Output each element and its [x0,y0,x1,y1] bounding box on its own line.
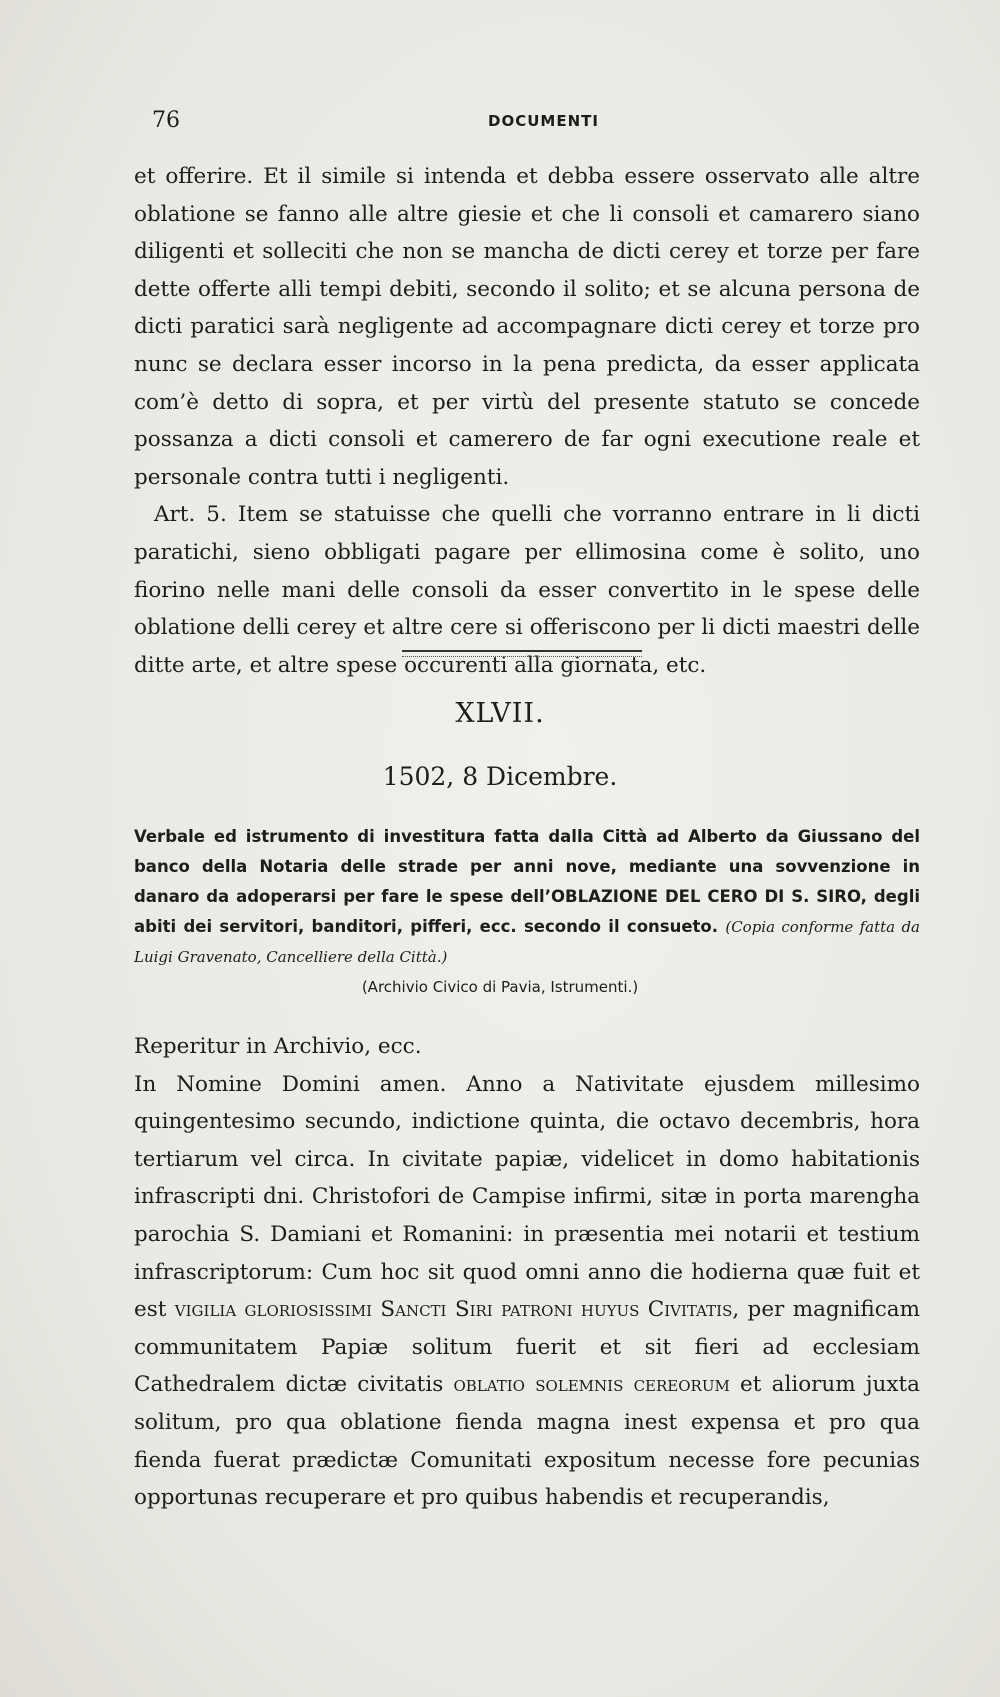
latin-intro-line: Reperitur in Archivio, ecc. [134,1034,422,1059]
latin-text-part: , per magnificam communitatem Papiæ solitum fuerit et sit fieri ad ecclesiam Cathedralem dictæ civitatis [134,1297,920,1398]
document-summary [134,822,920,972]
running-header [0,108,1000,138]
summary-text: Verbale ed istrumento di investitura fatta dalla Città ad Alberto da Giussano del banco della Notaria delle strade per anni nove, mediante una sovvenzione in danaro da adoperarsi per fare le spese dell’OBLAZIONE DEL CERO DI S. SIRO, degli abiti dei servitori, banditori, pifferi, ecc. secondo il consueto. [134,827,920,936]
latin-small-caps: oblatio solemnis cereorum [453,1372,730,1398]
latin-text-part: et aliorum juxta solitum, pro qua oblatione fienda magna inest expensa et pro qua fienda fuerat prædictæ Comunitati expositum necesse fore pecunias opportunas recuperare et pro quibus habendis et recuperandis, [134,1372,920,1511]
page-number: 76 [152,108,180,133]
archive-reference: (Archivio Civico di Pavia, Istrumenti.) [361,978,639,996]
summary-note: (Copia conforme fatta da Luigi Gravenato, Cancelliere della Città.) [134,918,920,966]
article-paragraph: Art. 5. Item se statuisse che quelli che vorranno entrare in li dicti paratichi, sieno obbligati pagare per ellimosina come è solito, uno fiorino nelle mani delle consoli da esser convertito in le spese delle oblatione delli cerey et altre cere si offeriscono per li dicti maestri delle ditte arte, et altre spese occurenti alla giornata, etc. [134,502,920,678]
document-number: XLVII. [455,698,545,729]
body-paragraph: et offerire. Et il simile si intenda et debba essere osservato alle altre oblatione se fanno alle altre giesie et che li consoli et camarero siano diligenti et solleciti che non se mancha de dicti cerey et torze per fare dette offerte alli tempi debiti, secondo il solito; et se alcuna persona de dicti paratici sarà negligente ad accompagnare dicti cerey et torze pro nunc se declara esser incorso in la pena predicta, da esser applicata com’è detto di sopra, et per virtù del presente statuto se concede possanza a dicti consoli et camerero de far ogni executione reale et personale contra tutti i negligenti. [134,164,920,490]
latin-small-caps: vigilia gloriosissimi Sancti Siri patroni huyus Civitatis [174,1297,733,1323]
latin-document-text [134,1028,920,1517]
document-date: 1502, 8 Dicembre. [382,762,618,791]
section-divider [402,650,642,657]
previous-document-text [134,158,920,684]
running-title: DOCUMENTI [488,112,599,130]
latin-text-part: In Nomine Domini amen. Anno a Nativitate ejusdem millesimo quingentesimo secundo, indictione quinta, die octavo decembris, hora tertiarum vel circa. In civitate papiæ, videlicet in domo habitationis infrascripti dni. Christofori de Campise infirmi, sitæ in porta marengha parochia S. Damiani et Romanini: in præsentia mei notarii et testium infrascriptorum: Cum hoc sit quod omni anno die hodierna quæ fuit et est [134,1071,920,1323]
latin-paragraph [134,1066,920,1517]
